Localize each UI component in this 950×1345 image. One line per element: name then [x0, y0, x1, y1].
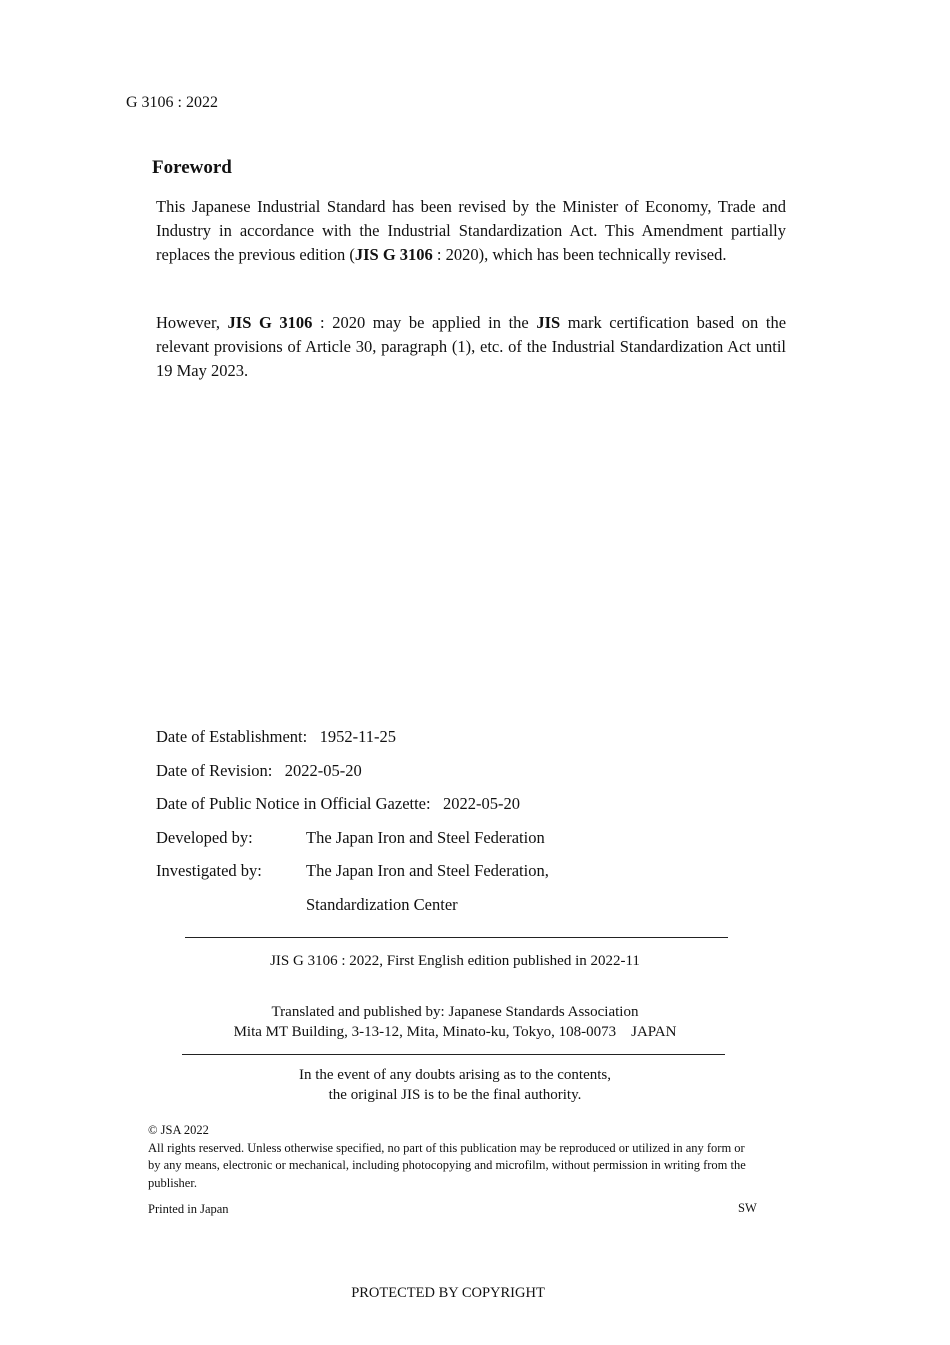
revision-row — [156, 761, 549, 795]
developed-label: Developed by: — [156, 827, 253, 847]
p2-text-a: However, — [156, 313, 228, 332]
authority-line-2: the original JIS is to be the final authority. — [328, 1087, 582, 1103]
authority-note — [150, 1065, 760, 1105]
copyright-mark: © JSA 2022 — [148, 1123, 209, 1137]
establishment-value: 1952-11-25 — [319, 727, 396, 746]
revision-label: Date of Revision: — [156, 760, 273, 780]
foreword-title: Foreword — [152, 157, 232, 178]
investigated-row — [156, 861, 549, 895]
printer-code: SW — [738, 1201, 757, 1215]
investigated-row-2 — [156, 895, 549, 929]
copyright-block — [148, 1122, 760, 1192]
investigated-value: The Japan Iron and Steel Federation, — [306, 861, 549, 880]
developed-row — [156, 828, 549, 862]
notice-row — [156, 794, 549, 828]
p1-standard-ref: JIS G 3106 — [354, 245, 433, 264]
printed-in: Printed in Japan — [148, 1202, 229, 1216]
establishment-row — [156, 727, 549, 761]
running-head: G 3106 : 2022 — [126, 94, 218, 111]
authority-line-1: In the event of any doubts arising as to the contents, — [298, 1067, 611, 1083]
investigated-value-2: Standardization Center — [306, 894, 458, 914]
divider-bottom — [182, 1054, 725, 1055]
p2-standard-ref: JIS G 3106 — [227, 313, 313, 332]
foreword-paragraph-2 — [156, 311, 786, 383]
publisher-line-2: Mita MT Building, 3-13-12, Mita, Minato-ku, Tokyo, 108-0073 JAPAN — [233, 1024, 677, 1040]
p2-text-c: : 2020 may be applied in the — [312, 313, 537, 332]
developed-value: The Japan Iron and Steel Federation — [306, 827, 545, 847]
edition-line: JIS G 3106 : 2022, First English edition published in 2022-11 — [270, 953, 640, 969]
divider-top — [185, 937, 728, 938]
notice-label: Date of Public Notice in Official Gazette: — [156, 794, 431, 813]
notice-value: 2022-05-20 — [442, 794, 520, 813]
p2-text-d: mark certification based on the relevant provisions of Article 30, paragraph (1), etc. of the Industrial Standardization Act until 19 May 2023. — [156, 313, 787, 380]
protected-footer: PROTECTED BY COPYRIGHT — [351, 1285, 545, 1301]
foreword-paragraph-1 — [156, 195, 786, 267]
rights-statement: All rights reserved. Unless otherwise specified, no part of this publication may be reproduced or utilized in any form or by any means, electronic or mechanical, including photocopying and microfilm, without permission in writing from the publisher. — [148, 1140, 746, 1190]
establishment-label: Date of Establishment: — [156, 727, 308, 746]
investigated-label: Investigated by: — [156, 861, 262, 880]
revision-value: 2022-05-20 — [284, 760, 362, 780]
publisher-block — [150, 1002, 760, 1042]
dates-block — [156, 727, 549, 928]
p1-text-c: : 2020), which has been technically revised. — [432, 245, 727, 264]
p1-text-a: This Japanese Industrial Standard has been revised by the Minister of Economy, Trade and Industry in accordance with the Industrial Standardization Act. This Amendment partially replaces the previous edition ( — [156, 197, 786, 264]
p2-jis-ref: JIS — [536, 313, 561, 332]
publisher-line-1: Translated and published by: Japanese Standards Association — [271, 1004, 639, 1020]
